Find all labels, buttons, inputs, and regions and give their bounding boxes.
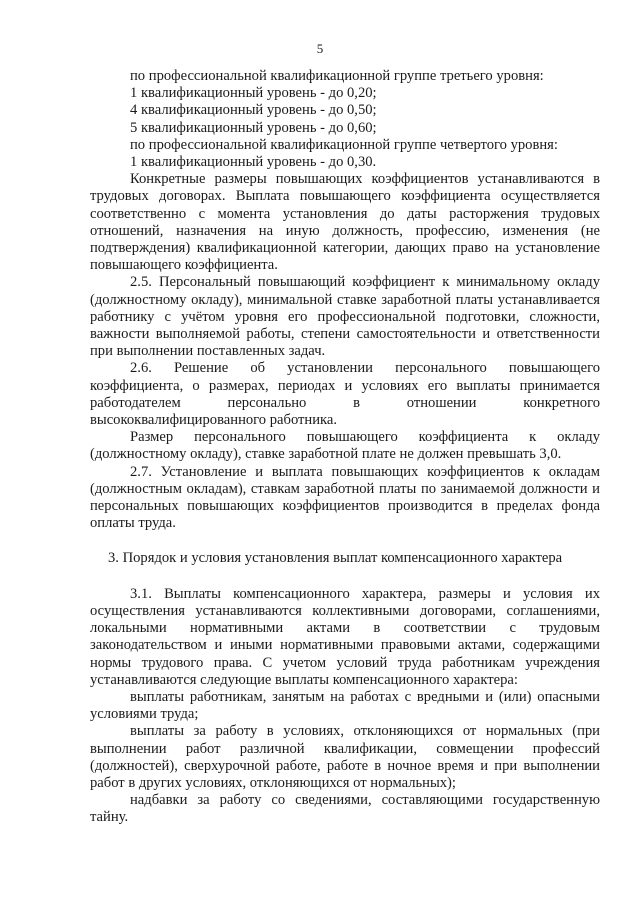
paragraph: 1 квалификационный уровень - до 0,30. [130,154,377,171]
paragraph: Размер персонального повышающего коэффициента к окладу (должностному окладу), ставке заработной плате не должен превышать 3,0. [90,429,600,463]
paragraph: 2.6. Решение об установлении персонального повышающего коэффициента, о размерах, периодах и условиях его выплаты принимается работодателем персонально в отношении конкретного высококвалифицированного работника. [90,360,600,429]
paragraph: 4 квалификационный уровень - до 0,50; [130,102,377,119]
paragraph: по профессиональной квалификационной группе третьего уровня: [130,68,544,84]
paragraph: по профессиональной квалификационной группе четвертого уровня: [130,136,558,153]
paragraph: 5 квалификационный уровень - до 0,60; [130,119,377,136]
page-number: 5 [316,41,324,56]
paragraph: надбавки за работу со сведениями, составляющими государственную тайну. [90,792,600,826]
paragraph: 2.7. Установление и выплата повышающих коэффициентов к окладам (должностным окладам), ставкам заработной платы по занимаемой должности и персональных повышающих коэффициентов производится в пределах фонда оплаты труда. [90,463,600,532]
paragraph: выплаты за работу в условиях, отклоняющихся от нормальных (при выполнении работ различной квалификации, совмещении профессий (должностей), сверхурочной работе, работе в ночное время и при выполнении работ в других условиях, отклоняющихся от нормальных); [90,723,600,791]
paragraph: 3.1. Выплаты компенсационного характера, размеры и условия их осуществления устанавливаются коллективными договорами, соглашениями, локальными нормативными актами в соответствии с трудовым законодательством и иными нормативными правовыми актами, содержащими нормы трудового права. С учетом условий труда работникам учреждения устанавливаются следующие выплаты компенсационного характера: [90,585,600,688]
paragraph: Конкретные размеры повышающих коэффициентов устанавливаются в трудовых договорах. Выплата повышающего коэффициента осуществляется соответственно с момента установления до даты расторжения трудовых отношений, назначения на иную должность, профессию, изменения (не подтверждения) квалификационной категории, дающих право на установление повышающего коэффициента. [90,171,600,274]
section-heading: 3. Порядок и условия установления выплат компенсационного характера [108,550,563,567]
paragraph: выплаты работникам, занятым на работах с вредными и (или) опасными условиями труда; [90,688,600,723]
paragraph: 2.5. Персональный повышающий коэффициент к минимальному окладу (должностному окладу), минимальной ставке заработной платы устанавливается работнику с учётом уровня его профессиональной подготовки, сложности, важности выполняемой работы, степени самостоятельности и ответственности при выполнении поставленных задач. [90,274,600,360]
document-body [90,68,600,827]
paragraph: 1 квалификационный уровень - до 0,20; [130,85,377,102]
